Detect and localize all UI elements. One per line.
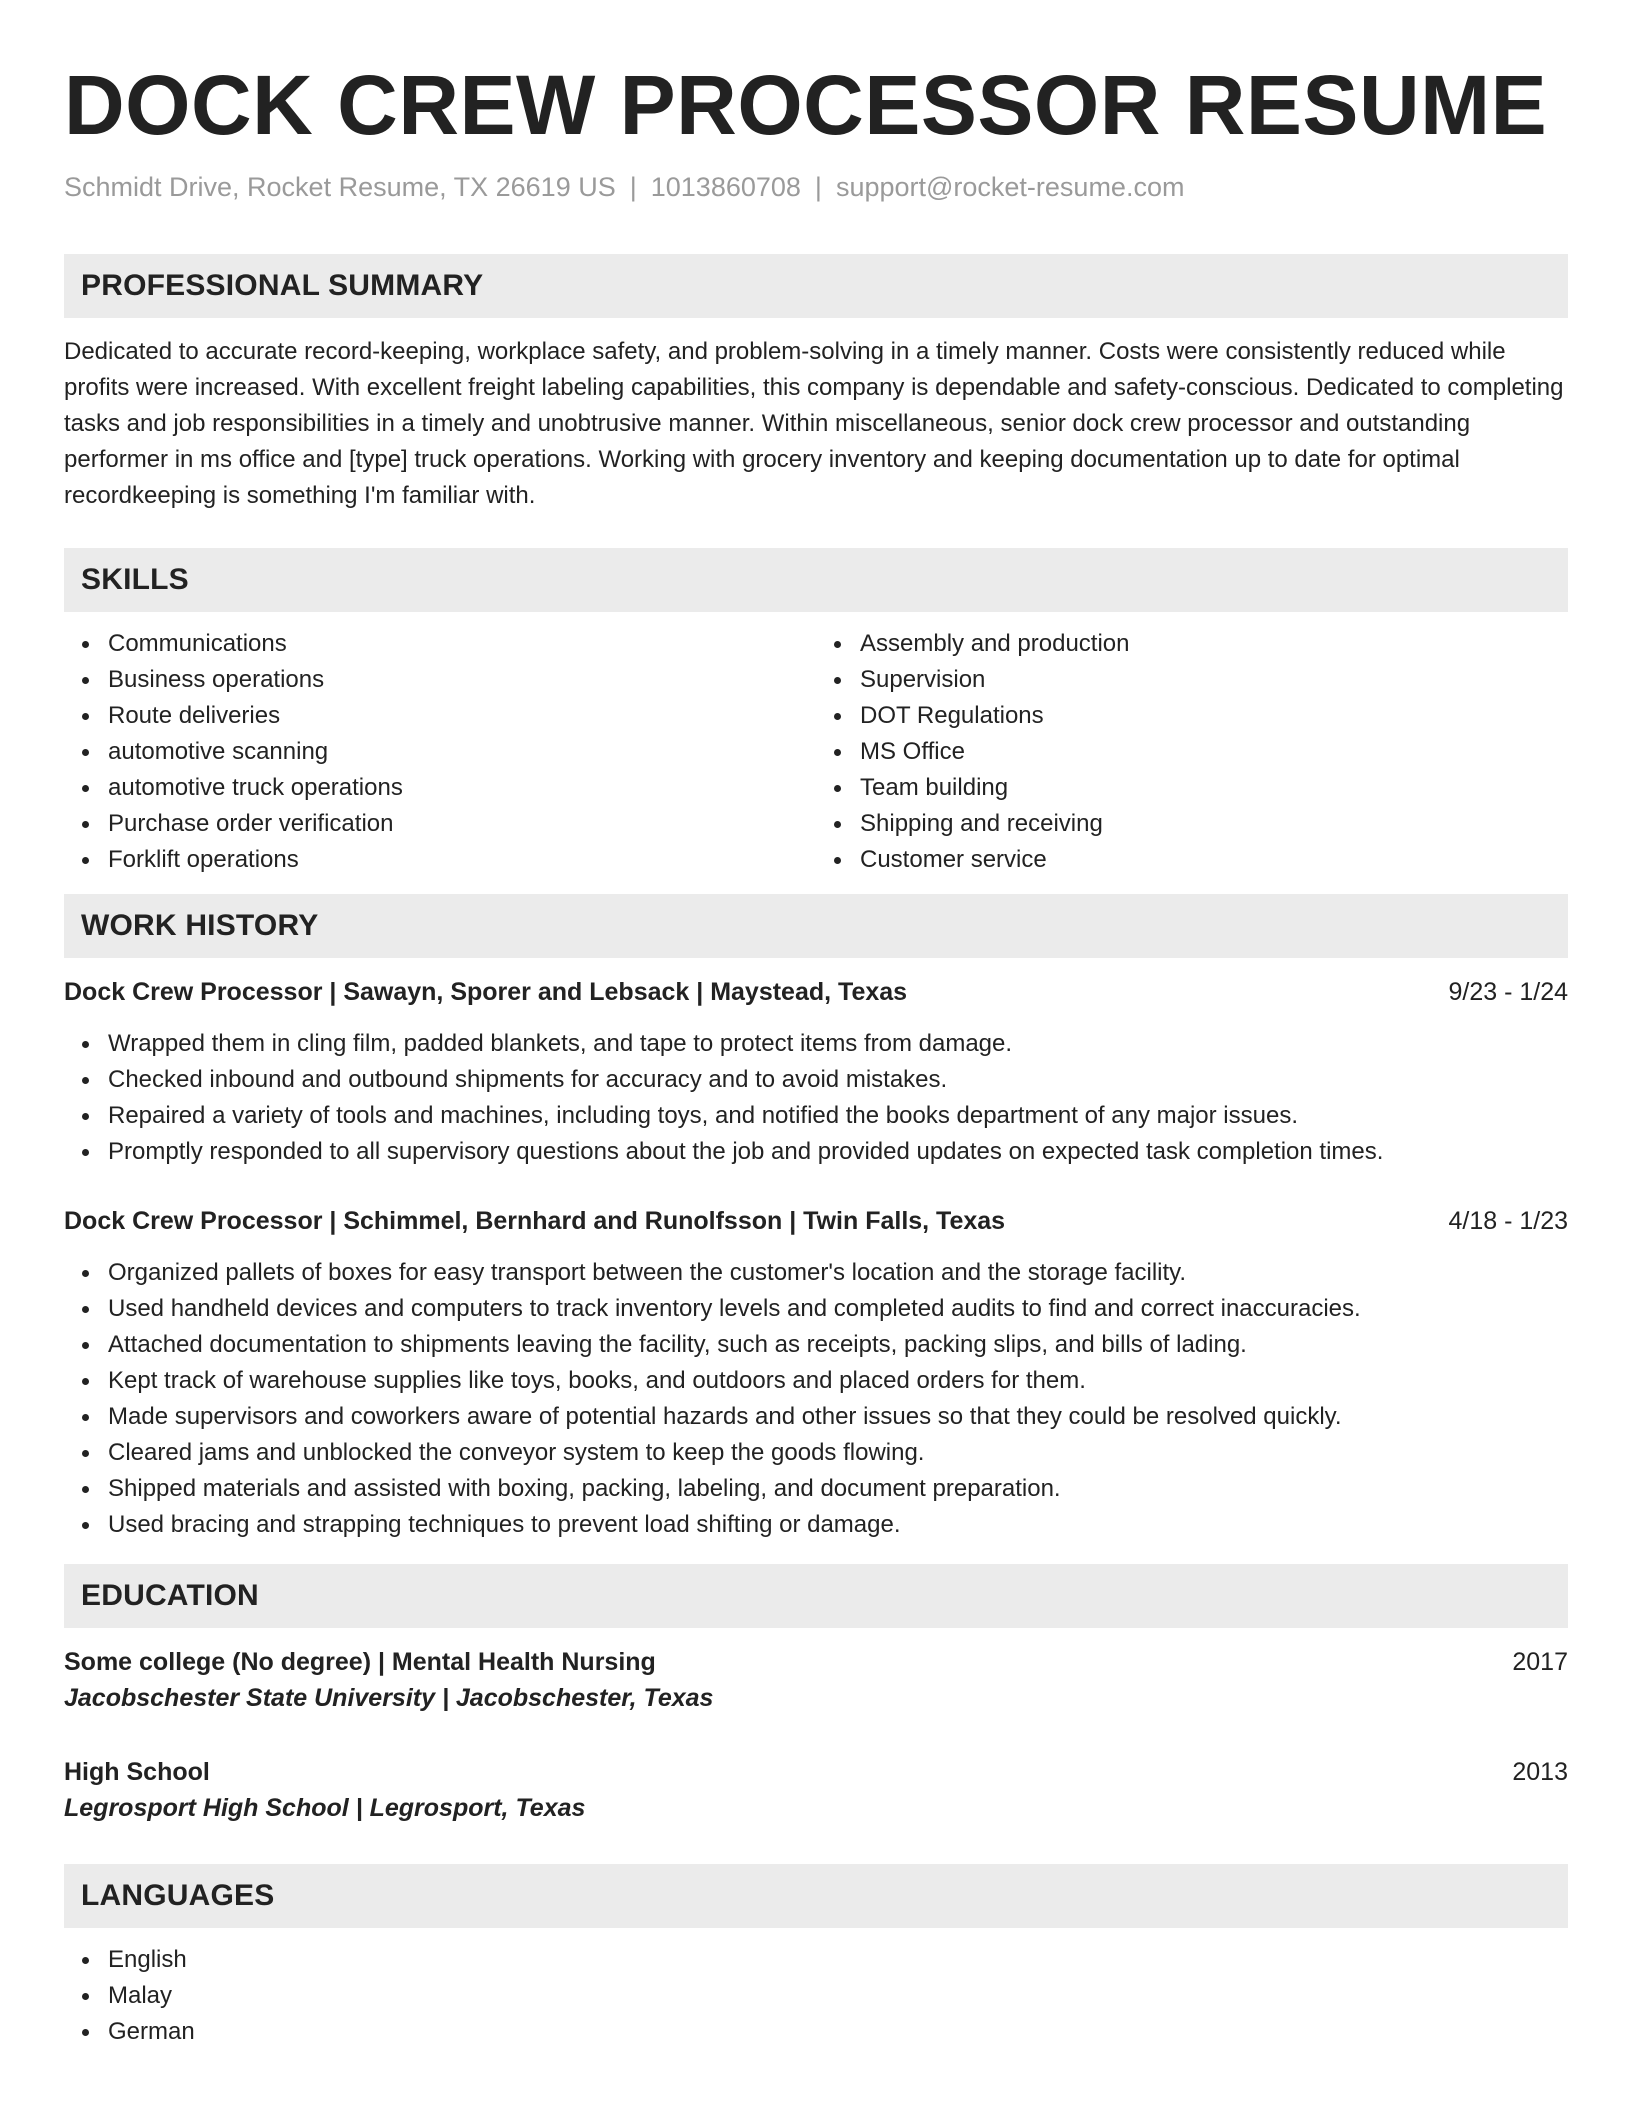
job-entry [64,1203,1568,1543]
education-header [64,1644,1568,1680]
language-item: German [108,2014,1568,2050]
education-school: Jacobschester State University | Jacobschester, Texas [64,1684,714,1712]
job-header [64,1203,1568,1239]
language-item: Malay [108,1978,1568,2014]
resume-title: DOCK CREW PROCESSOR RESUME [64,58,1548,152]
section-heading-languages: LANGUAGES [64,1864,1568,1928]
section-heading-education: EDUCATION [64,1564,1568,1628]
job-bullets [64,1026,1568,1170]
contact-separator: | [814,172,822,202]
summary-text: Dedicated to accurate record-keeping, workplace safety, and problem-solving in a timely manner. Costs were consistently reduced while profits were increased. With excellent freight labeling capabilities, this company is dependable and safety-conscious. Dedicated to completing tasks and job responsibilities in a timely and unobtrusive manner. Within miscellaneous, senior dock crew processor and outstanding performer in ms office and [type] truck operations. Working with grocery inventory and keeping documentation up to date for optimal recordkeeping is something I'm familiar with. [64,338,1564,509]
contact-phone: 1013860708 [650,172,801,202]
education-entry [64,1754,1568,1826]
job-entry [64,974,1568,1170]
job-bullet: Checked inbound and outbound shipments for accuracy and to avoid mistakes. [108,1062,1568,1098]
job-title: Dock Crew Processor | Schimmel, Bernhard and Runolfsson | Twin Falls, Texas [64,1207,1006,1235]
skill-item: automotive scanning [108,734,816,770]
skill-item: Communications [108,626,816,662]
job-header [64,974,1568,1010]
education-year: 2013 [1512,1758,1568,1786]
section-heading-work-history: WORK HISTORY [64,894,1568,958]
job-bullet: Kept track of warehouse supplies like toys, books, and outdoors and placed orders for them. [108,1363,1568,1399]
education-degree: Some college (No degree) | Mental Health Nursing [64,1648,656,1676]
job-bullets [64,1255,1568,1543]
education-degree: High School [64,1758,210,1786]
job-dates: 4/18 - 1/23 [1448,1207,1568,1235]
contact-email: support@rocket-resume.com [835,172,1185,202]
language-item: English [108,1942,1568,1978]
skills-columns [64,626,1568,878]
education-header [64,1754,1568,1790]
job-dates: 9/23 - 1/24 [1448,978,1568,1006]
job-bullet: Cleared jams and unblocked the conveyor system to keep the goods flowing. [108,1435,1568,1471]
skills-list-right [816,626,1568,878]
job-bullet: Attached documentation to shipments leaving the facility, such as receipts, packing slips, and bills of lading. [108,1327,1568,1363]
job-bullet: Repaired a variety of tools and machines, including toys, and notified the books department of any major issues. [108,1098,1568,1134]
section-heading-summary: PROFESSIONAL SUMMARY [64,254,1568,318]
job-bullet: Made supervisors and coworkers aware of potential hazards and other issues so that they could be resolved quickly. [108,1399,1568,1435]
skill-item: Supervision [860,662,1568,698]
skill-item: Forklift operations [108,842,816,878]
contact-line [64,170,1568,204]
job-bullet: Used handheld devices and computers to track inventory levels and completed audits to find and correct inaccuracies. [108,1291,1568,1327]
education-entry [64,1644,1568,1716]
skill-item: Business operations [108,662,816,698]
education-year: 2017 [1512,1648,1568,1676]
skill-item: Shipping and receiving [860,806,1568,842]
job-bullet: Promptly responded to all supervisory questions about the job and provided updates on expected task completion times. [108,1134,1568,1170]
skill-item: Assembly and production [860,626,1568,662]
contact-separator: | [629,172,637,202]
education-school: Legrosport High School | Legrosport, Texas [64,1794,586,1822]
languages-list [64,1942,1568,2050]
job-title: Dock Crew Processor | Sawayn, Sporer and Lebsack | Maystead, Texas [64,978,908,1006]
section-heading-skills: SKILLS [64,548,1568,612]
skill-item: DOT Regulations [860,698,1568,734]
skill-item: Customer service [860,842,1568,878]
skill-item: Team building [860,770,1568,806]
job-bullet: Used bracing and strapping techniques to prevent load shifting or damage. [108,1507,1568,1543]
contact-address: Schmidt Drive, Rocket Resume, TX 26619 US [64,172,616,202]
job-bullet: Wrapped them in cling film, padded blankets, and tape to protect items from damage. [108,1026,1568,1062]
job-bullet: Organized pallets of boxes for easy transport between the customer's location and the storage facility. [108,1255,1568,1291]
job-bullet: Shipped materials and assisted with boxing, packing, labeling, and document preparation. [108,1471,1568,1507]
skill-item: MS Office [860,734,1568,770]
skill-item: Route deliveries [108,698,816,734]
skill-item: Purchase order verification [108,806,816,842]
skills-list-left [64,626,816,878]
skill-item: automotive truck operations [108,770,816,806]
